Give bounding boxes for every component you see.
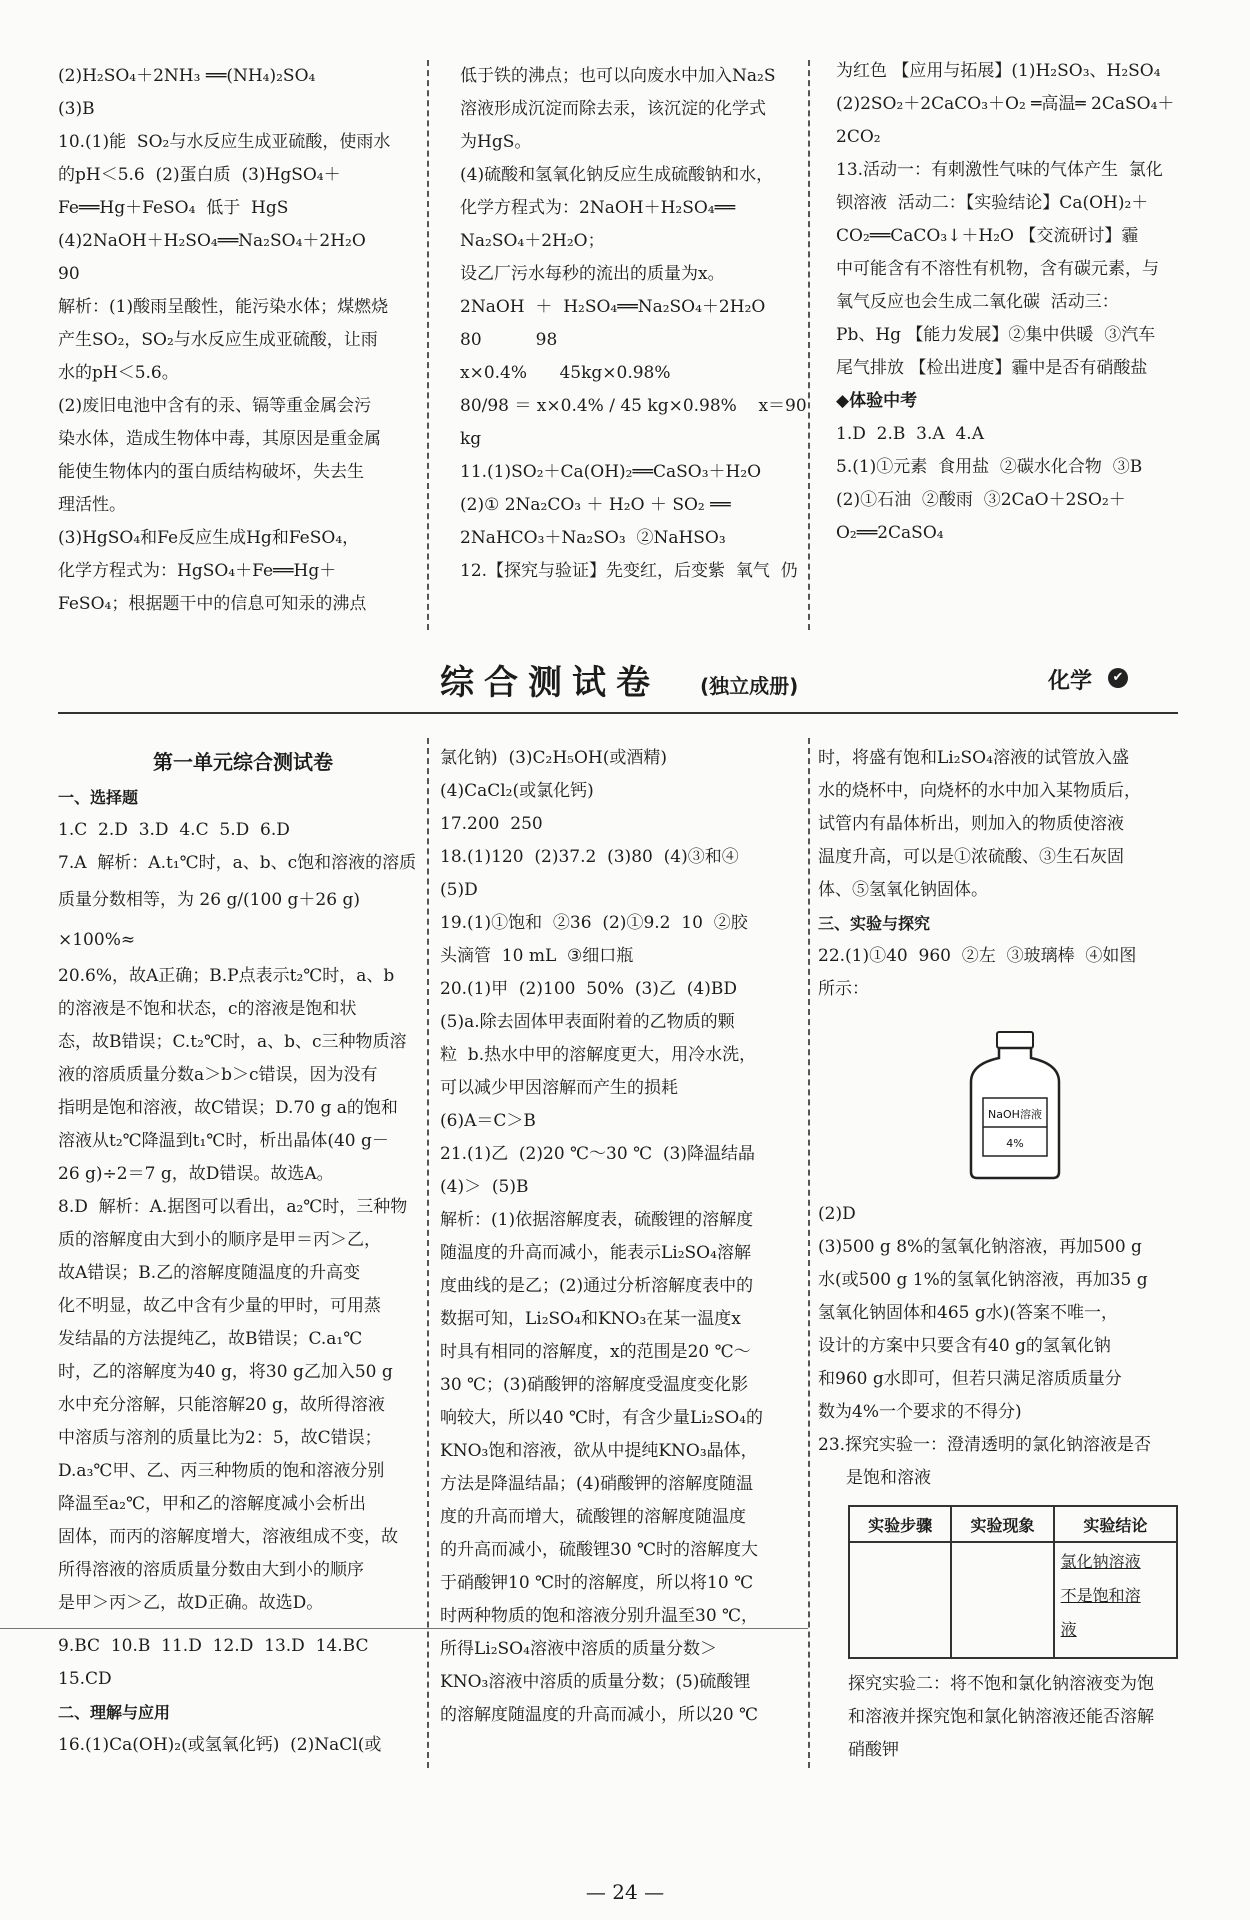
text-line: 18.(1)120 (2)37.2 (3)80 (4)③和④ (440, 847, 739, 867)
table-row (849, 1542, 1177, 1658)
subject-label: 化学 (1048, 669, 1093, 694)
text-line: Pb、Hg 【能力发展】②集中供暖 ③汽车 (836, 325, 1156, 345)
text-line: 为红色 【应用与拓展】(1)H₂SO₃、H₂SO₄ (836, 61, 1161, 81)
text-line: 中溶质与溶剂的质量比为2：5，故C错误； (58, 1428, 382, 1448)
bottle-concentration: 4% (1006, 1137, 1024, 1150)
top-column-3 (836, 55, 1206, 550)
text-line: 为HgS。 (460, 132, 532, 152)
text-line: 和溶液并探究饱和氯化钠溶液还能否溶解 (848, 1707, 1154, 1727)
check-icon: ✔ (1108, 668, 1128, 688)
text-line: 和960 g水即可，但若只满足溶质质量分 (818, 1369, 1122, 1389)
column-divider (808, 738, 810, 1768)
text-line: (4)＞ (5)B (440, 1177, 529, 1197)
text-line: x×0.4% 45kg×0.98% (460, 363, 671, 383)
section-heading: 二、理解与应用 (58, 1703, 171, 1722)
text-line: 21.(1)乙 (2)20 ℃～30 ℃ (3)降温结晶 (440, 1144, 755, 1164)
experiment-table (848, 1505, 1178, 1659)
banner-rule (58, 712, 1178, 714)
bottom-column-2 (440, 742, 810, 1732)
text-line: (4)2NaOH＋H₂SO₄══Na₂SO₄＋2H₂O (58, 231, 366, 251)
text-line: 13.活动一：有刺激性气味的气体产生 氯化 (836, 160, 1163, 180)
text-line: KNO₃溶液中溶质的质量分数；(5)硫酸锂 (440, 1672, 751, 1692)
text-line: 染水体，造成生物体中毒，其原因是重金属 (58, 429, 381, 449)
table-header: 实验现象 (951, 1506, 1053, 1542)
text-line: 温度升高，可以是①浓硫酸、③生石灰固 (818, 847, 1124, 867)
text-line: 1.C 2.D 3.D 4.C 5.D 6.D (58, 820, 290, 840)
text-line: 能使生物体内的蛋白质结构破坏，失去生 (58, 462, 364, 482)
text-line: (2)D (818, 1204, 856, 1224)
text-line: 探究实验二：将不饱和氯化钠溶液变为饱 (848, 1674, 1154, 1694)
text-line: (2)H₂SO₄＋2NH₃ ══(NH₄)₂SO₄ (58, 66, 316, 86)
text-line: 质的溶解度由大到小的顺序是甲＝丙＞乙， (58, 1230, 381, 1250)
text-line: 钡溶液 活动二：【实验结论】Ca(OH)₂＋ (836, 193, 1149, 213)
text-line: 20.6%，故A正确；B.P点表示t₂℃时，a、b (58, 966, 395, 986)
table-header-row (849, 1506, 1177, 1542)
text-line: 解析：(1)酸雨呈酸性，能污染水体；煤燃烧 (58, 297, 389, 317)
column-divider (808, 60, 810, 630)
text-line: 中可能含有不溶性有机物，含有碳元素，与 (836, 259, 1159, 279)
text-line: 的溶液是不饱和状态，c的溶液是饱和状 (58, 999, 357, 1019)
text-line: 体、⑤氢氧化钠固体。 (818, 880, 988, 900)
text-line: 化不明显，故乙中含有少量的甲时，可用蒸 (58, 1296, 381, 1316)
text-line: 所得溶液的溶质质量分数由大到小的顺序 (58, 1560, 364, 1580)
text-line: 2NaHCO₃＋Na₂SO₃ ②NaHSO₃ (460, 528, 726, 548)
bottom-column-3c (848, 1668, 1188, 1767)
text-line: 时具有相同的溶解度，x的范围是20 ℃～ (440, 1342, 751, 1362)
text-line: (2)废旧电池中含有的汞、镉等重金属会污 (58, 396, 372, 416)
text-line: 试管内有晶体析出，则加入的物质使溶液 (818, 814, 1124, 834)
text-line: 所得Li₂SO₄溶液中溶质的质量分数＞ (440, 1639, 717, 1659)
text-line: 指明是饱和溶液，故C错误；D.70 g a的饱和 (58, 1098, 398, 1118)
text-line: 于硝酸钾10 ℃时的溶解度，所以将10 ℃ (440, 1573, 754, 1593)
text-line: 粒 b.热水中甲的溶解度更大，用冷水洗， (440, 1045, 757, 1065)
text-line: 16.(1)Ca(OH)₂(或氢氧化钙) (2)NaCl(或 (58, 1735, 382, 1755)
text-line: (2)①石油 ②酸雨 ③2CaO＋2SO₂＋ (836, 490, 1126, 510)
text-line: 可以减少甲因溶解而产生的损耗 (440, 1078, 678, 1098)
text-line: 23.探究实验一：澄清透明的氯化钠溶液是否 (818, 1435, 1152, 1455)
bottom-column-3b (818, 1198, 1188, 1495)
fraction-line: 质量分数相等，为 26 g/(100 g＋26 g) ×100%≈ (58, 890, 366, 950)
table-cell (849, 1542, 951, 1658)
text-line: 12.【探究与验证】先变红，后变紫 氧气 仍 (460, 561, 798, 581)
text-line: 降温至a₂℃，甲和乙的溶解度减小会析出 (58, 1494, 366, 1514)
footer-rule (0, 1628, 808, 1629)
text-line: 头滴管 10 mL ③细口瓶 (440, 946, 634, 966)
text-line: 度曲线的是乙；(2)通过分析溶解度表中的 (440, 1276, 754, 1296)
table-header: 实验结论 (1054, 1506, 1177, 1542)
banner-subtitle: (独立成册) (700, 674, 799, 698)
text-line: 随温度的升高而减小，能表示Li₂SO₄溶解 (440, 1243, 751, 1263)
table-cell (951, 1542, 1053, 1658)
text-line: 时两种物质的饱和溶液分别升温至30 ℃， (440, 1606, 759, 1626)
text-line: 固体，而丙的溶解度增大，溶液组成不变，故 (58, 1527, 398, 1547)
text-line: (3)HgSO₄和Fe反应生成Hg和FeSO₄， (58, 528, 360, 548)
top-column-2 (460, 60, 820, 588)
text-line: 氯化钠) (3)C₂H₅OH(或酒精) (440, 748, 668, 768)
section-heading: 一、选择题 (58, 788, 139, 807)
text-line: 度的升高而增大，硫酸锂的溶解度随温度 (440, 1507, 746, 1527)
text-line: 氯化钠溶液 (1060, 1552, 1141, 1571)
text-line: CO₂══CaCO₃↓＋H₂O 【交流研讨】霾 (836, 226, 1139, 246)
text-line: 11.(1)SO₂＋Ca(OH)₂══CaSO₃＋H₂O (460, 462, 762, 482)
text-line: 2CO₂ (836, 127, 881, 147)
text-line: 的溶解度随温度的升高而减小，所以20 ℃ (440, 1705, 759, 1725)
text-line: 水的烧杯中，向烧杯的水中加入某物质后， (818, 781, 1141, 801)
text-line: 20.(1)甲 (2)100 50% (3)乙 (4)BD (440, 979, 737, 999)
text-line: 化学方程式为：2NaOH＋H₂SO₄══ (460, 198, 736, 218)
text-line: 时，乙的溶解度为40 g，将30 g乙加入50 g (58, 1362, 393, 1382)
text-line: 是饱和溶液 (846, 1468, 931, 1488)
banner-title: 综合测试卷 (440, 663, 660, 703)
text-line: 所示： (818, 979, 869, 999)
text-line: 的pH＜5.6 (2)蛋白质 (3)HgSO₄＋ (58, 165, 341, 185)
text-line: 态，故B错误；C.t₂℃时，a、b、c三种物质溶 (58, 1032, 407, 1052)
text-line: 是甲＞丙＞乙，故D正确。故选D。 (58, 1593, 324, 1613)
text-line: 响较大，所以40 ℃时，有含少量Li₂SO₄的 (440, 1408, 763, 1428)
section-heading: ◆体验中考 (836, 391, 918, 411)
text-line: 液的溶质质量分数a＞b＞c错误，因为没有 (58, 1065, 378, 1085)
table-cell-conclusion (1054, 1542, 1177, 1658)
text-line: 方法是降温结晶；(4)硝酸钾的溶解度随温 (440, 1474, 754, 1494)
text-line: 17.200 250 (440, 814, 543, 834)
text-line: 低于铁的沸点；也可以向废水中加入Na₂S (460, 66, 776, 86)
section-heading: 三、实验与探究 (818, 914, 931, 933)
text-line: 水(或500 g 1%的氢氧化钠溶液，再加35 g (818, 1270, 1148, 1290)
text-line: 发结晶的方法提纯乙，故B错误；C.a₁℃ (58, 1329, 363, 1349)
text-line: (4)硫酸和氢氧化钠反应生成硫酸钠和水， (460, 165, 774, 185)
text-line: (5)a.除去固体甲表面附着的乙物质的颗 (440, 1012, 735, 1032)
text-line: 故A错误；B.乙的溶解度随温度的升高变 (58, 1263, 361, 1283)
unit-title: 第一单元综合测试卷 (153, 750, 333, 774)
text-line: KNO₃饱和溶液，欲从中提纯KNO₃晶体， (440, 1441, 758, 1461)
text-line: 的升高而减小，硫酸锂30 ℃时的溶解度大 (440, 1540, 759, 1560)
text-line: 尾气排放 【检出进度】霾中是否有硝酸盐 (836, 358, 1148, 378)
text-line: 不是饱和溶 (1060, 1586, 1141, 1605)
text-line: 30 ℃；(3)硝酸钾的溶解度受温度变化影 (440, 1375, 749, 1395)
text-line: (6)A＝C＞B (440, 1111, 536, 1131)
text-line: Fe══Hg＋FeSO₄ 低于 HgS (58, 198, 289, 218)
text-line: D.a₃℃甲、乙、丙三种物质的饱和溶液分别 (58, 1461, 385, 1481)
text-line: (2)① 2Na₂CO₃ ＋ H₂O ＋ SO₂ ══ (460, 495, 731, 515)
text-line: 化学方程式为：HgSO₄＋Fe══Hg＋ (58, 561, 337, 581)
text-line: 氧气反应也会生成二氧化碳 活动三： (836, 292, 1119, 312)
text-line: O₂══2CaSO₄ (836, 523, 944, 543)
text-line: (4)CaCl₂(或氯化钙) (440, 781, 594, 801)
page-number: — 24 — (585, 1880, 665, 1904)
text-line: (3)500 g 8%的氢氧化钠溶液，再加500 g (818, 1237, 1142, 1257)
text-line: FeSO₄；根据题干中的信息可知汞的沸点 (58, 594, 367, 614)
text-line: Na₂SO₄＋2H₂O； (460, 231, 605, 251)
text-line: (2)2SO₂＋2CaCO₃＋O₂ ═高温═ 2CaSO₄＋ (836, 94, 1175, 114)
fraction-line: 80/98 ＝ x×0.4% / 45 kg×0.98% x＝90 kg (460, 396, 813, 449)
text-line: 溶液形成沉淀而除去汞，该沉淀的化学式 (460, 99, 766, 119)
text-line: 80 98 (460, 330, 558, 350)
text-line: 19.(1)①饱和 ②36 (2)①9.2 10 ②胶 (440, 913, 748, 933)
text-line: 5.(1)①元素 食用盐 ②碳水化合物 ③B (836, 457, 1143, 477)
text-line: 硝酸钾 (848, 1740, 899, 1760)
text-line: 时，将盛有饱和Li₂SO₄溶液的试管放入盛 (818, 748, 1129, 768)
table-header: 实验步骤 (849, 1506, 951, 1542)
text-line: 9.BC 10.B 11.D 12.D 13.D 14.BC (58, 1636, 369, 1656)
text-line: 数为4%一个要求的不得分) (818, 1402, 1022, 1422)
text-line: 水中充分溶解，只能溶解20 g，故所得溶液 (58, 1395, 385, 1415)
text-line: 7.A 解析：A.t₁℃时，a、b、c饱和溶液的溶质 (58, 853, 417, 873)
text-line: 10.(1)能 SO₂与水反应生成亚硫酸，使雨水 (58, 132, 391, 152)
text-line: 水的pH＜5.6。 (58, 363, 179, 383)
bottom-column-1 (58, 742, 428, 1762)
reagent-bottle-illustration (965, 1030, 1065, 1180)
text-line: 解析：(1)依据溶解度表，硫酸锂的溶解度 (440, 1210, 754, 1230)
text-line: 1.D 2.B 3.A 4.A (836, 424, 984, 444)
text-line: 产生SO₂，SO₂与水反应生成亚硫酸，让雨 (58, 330, 378, 350)
text-line: 26 g)÷2＝7 g，故D错误。故选A。 (58, 1164, 334, 1184)
text-line: 22.(1)①40 960 ②左 ③玻璃棒 ④如图 (818, 946, 1137, 966)
column-divider (427, 738, 429, 1768)
text-line: (3)B (58, 99, 95, 119)
text-line: 理活性。 (58, 495, 126, 515)
text-line: 数据可知，Li₂SO₄和KNO₃在某一温度x (440, 1309, 741, 1329)
text-line: 设乙厂污水每秒的流出的质量为x。 (460, 264, 725, 284)
text-line: 氢氧化钠固体和465 g水)(答案不唯一， (818, 1303, 1118, 1323)
text-line: 液 (1060, 1620, 1077, 1639)
bottom-column-3 (818, 742, 1188, 1006)
top-column-1 (58, 60, 418, 621)
column-divider (427, 60, 429, 630)
text-line: 设计的方案中只要含有40 g的氢氧化钠 (818, 1336, 1111, 1356)
text-line: 90 (58, 264, 80, 284)
text-line: 8.D 解析：A.据图可以看出，a₂℃时，三种物 (58, 1197, 408, 1217)
text-line: 15.CD (58, 1669, 112, 1689)
bottle-label: NaOH溶液 (988, 1108, 1042, 1121)
text-line: (5)D (440, 880, 478, 900)
text-line: 溶液从t₂℃降温到t₁℃时，析出晶体(40 g－ (58, 1131, 389, 1151)
text-line: 2NaOH ＋ H₂SO₄══Na₂SO₄＋2H₂O (460, 297, 766, 317)
